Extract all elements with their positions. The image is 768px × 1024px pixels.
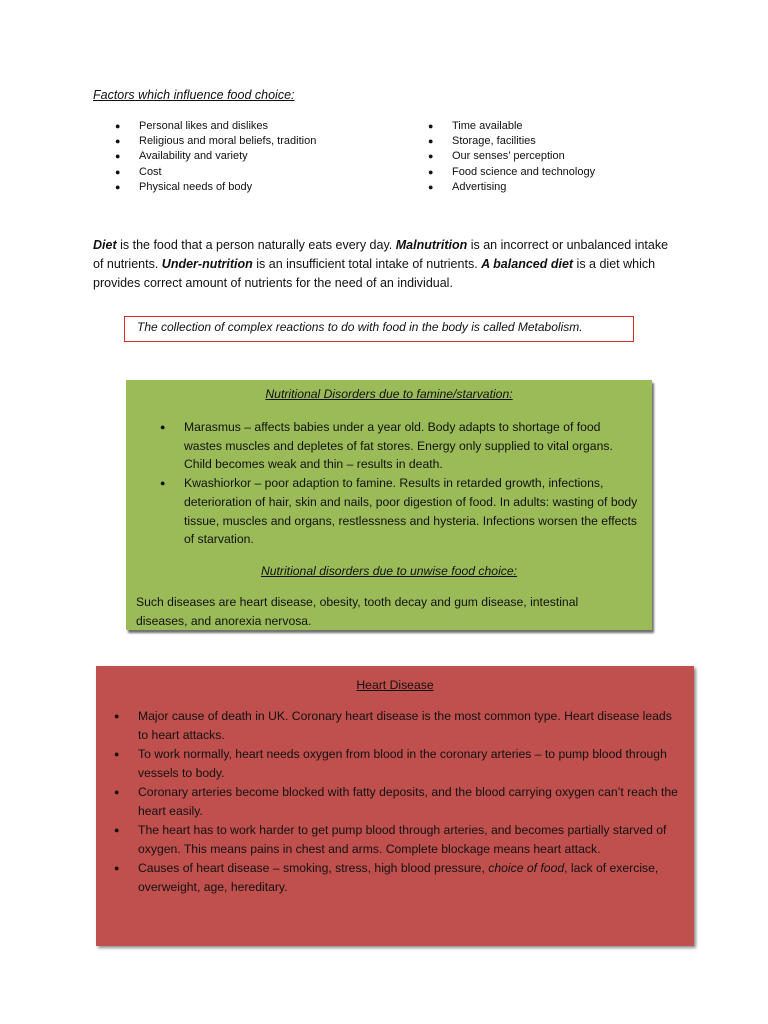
list-item: ● Causes of heart disease – smoking, stress, high blood pressure, choice of food, lack of exercise, overweight, age, hereditary. xyxy=(114,859,678,897)
bullet-icon: ● xyxy=(428,136,434,147)
list-item: ● Advertising xyxy=(428,180,668,195)
definitions-paragraph: Diet is the food that a person naturally eats every day. Malnutrition is an incorrect or unbalanced intake of nutrients. Under-nutrition is an insufficient total intake of nutrients. A balanced diet is a diet which provides correct amount of nutrients for the need of an individual. xyxy=(93,238,669,290)
bullet-icon: ● xyxy=(160,478,166,489)
bullet-icon: ● xyxy=(428,151,434,162)
list-item: ● Religious and moral beliefs, tradition xyxy=(115,134,375,149)
list-item: ● Cost xyxy=(115,165,375,180)
heart-disease-list xyxy=(114,707,678,897)
metabolism-note: The collection of complex reactions to do with food in the body is called Metabolism. xyxy=(124,316,634,342)
factors-heading: Factors which influence food choice: xyxy=(93,88,295,102)
famine-disorders-title: Nutritional Disorders due to famine/starvation: xyxy=(265,387,513,401)
bullet-icon: ● xyxy=(428,121,434,131)
bullet-icon: ● xyxy=(115,136,121,147)
list-item: ● Coronary arteries become blocked with fatty deposits, and the blood carrying oxygen can’t reach the heart easily. xyxy=(114,783,678,821)
factors-right-list xyxy=(428,119,668,195)
bullet-icon: ● xyxy=(114,711,120,721)
list-item: ● Personal likes and dislikes xyxy=(115,119,375,134)
list-item: ● Availability and variety xyxy=(115,149,375,164)
choice-of-food-emphasis: choice of food xyxy=(488,861,565,875)
famine-disorders-list xyxy=(160,418,640,549)
bullet-icon: ● xyxy=(115,151,121,162)
unwise-choice-title: Nutritional disorders due to unwise food choice: xyxy=(260,564,518,578)
factors-left-list xyxy=(115,119,375,195)
heart-disease-title: Heart Disease xyxy=(356,678,434,692)
term-diet: Diet xyxy=(93,238,117,252)
bullet-icon: ● xyxy=(428,166,434,177)
list-item: ● Food science and technology xyxy=(428,165,668,180)
list-item: ● The heart has to work harder to get pump blood through arteries, and becomes partially starved of oxygen. This means pains in chest and arms. Complete blockage means heart attack. xyxy=(114,821,678,859)
bullet-icon: ● xyxy=(114,787,120,797)
term-balanced-diet: A balanced diet xyxy=(481,257,574,271)
heart-disease-box xyxy=(96,666,694,946)
list-item: ● Major cause of death in UK. Coronary heart disease is the most common type. Heart disease leads to heart attacks. xyxy=(114,707,678,745)
list-item: ● To work normally, heart needs oxygen from blood in the coronary arteries – to pump blood through vessels to body. xyxy=(114,745,678,783)
bullet-icon: ● xyxy=(160,422,166,432)
list-item: ● Time available xyxy=(428,119,668,134)
bullet-icon: ● xyxy=(114,825,120,835)
bullet-icon: ● xyxy=(115,166,121,177)
bullet-icon: ● xyxy=(428,181,434,192)
list-item: ● Storage, facilities xyxy=(428,134,668,149)
bullet-icon: ● xyxy=(115,121,121,131)
list-item: ● Marasmus – affects babies under a year old. Body adapts to shortage of food wastes muscles and depletes of fat stores. Energy only supplied to vital organs. Child becomes weak and thin – results in death. xyxy=(160,418,640,474)
term-under-nutrition: Under-nutrition xyxy=(161,257,253,271)
unwise-choice-paragraph: Such diseases are heart disease, obesity, tooth decay and gum disease, intestinal diseases, and anorexia nervosa. xyxy=(136,595,579,628)
list-item: ● Our senses’ perception xyxy=(428,149,668,164)
bullet-icon: ● xyxy=(115,181,121,192)
term-malnutrition: Malnutrition xyxy=(395,238,468,252)
bullet-icon: ● xyxy=(114,749,120,759)
list-item: ● Kwashiorkor – poor adaption to famine. Results in retarded growth, infections, deterioration of hair, skin and nails, poor digestion of food. In adults: wasting of body tissue, muscles and organs, restlessness and hysteria. Infections worsen the effects of starvation. xyxy=(160,474,640,549)
bullet-icon: ● xyxy=(114,863,120,873)
list-item: ● Physical needs of body xyxy=(115,180,375,195)
nutritional-disorders-box xyxy=(126,380,652,630)
